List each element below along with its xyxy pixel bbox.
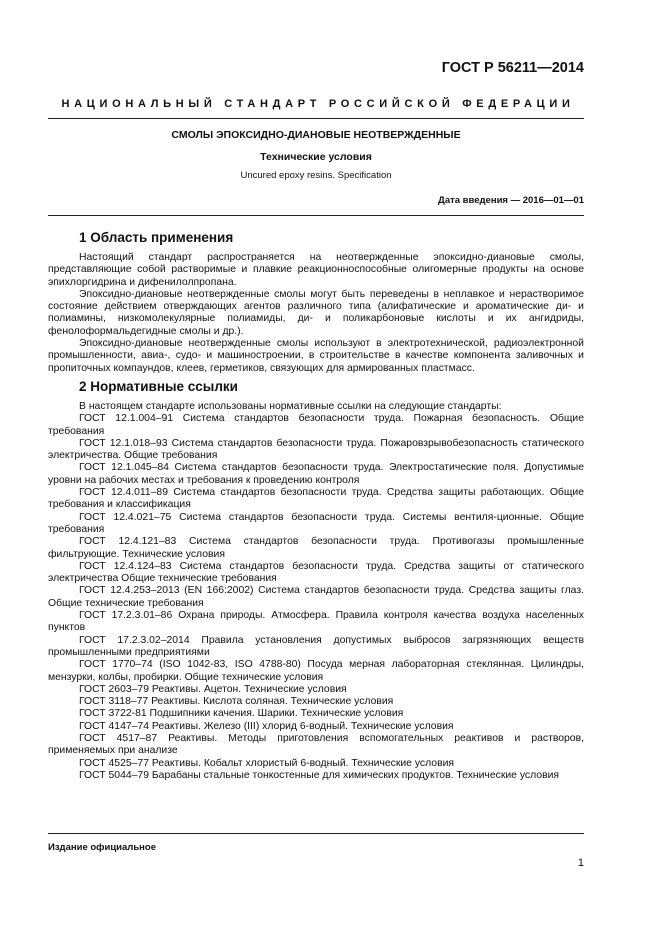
reference-item: ГОСТ 4517–87 Реактивы. Методы приготовления вспомогательных реактивов и растворов, применяемых при анализе: [48, 732, 584, 757]
reference-item: ГОСТ 12.4.124–83 Система стандартов безопасности труда. Средства защиты от статического электричества Общие технические требования: [48, 560, 584, 585]
reference-item: ГОСТ 4147–74 Реактивы. Железо (III) хлорид 6-водный. Технические условия: [79, 720, 454, 732]
document-subtitle: Технические условия: [260, 151, 372, 163]
paragraph: Настоящий стандарт распространяется на неотвержденные эпоксидно-диановые смолы, представляющие собой растворимые и плавкие реакционноспособные олигомерные продукты на основе эпихлоргидрина и дифенилолпропана.: [48, 252, 584, 288]
reference-item: ГОСТ 4525–77 Реактивы. Кобальт хлористый 6-водный. Технические условия: [79, 757, 455, 769]
section-heading-scope: 1 Область применения: [79, 230, 234, 245]
page-number: 1: [577, 857, 584, 869]
reference-item: ГОСТ 12.1.018–93 Система стандартов безопасности труда. Пожаровзрывобезопасность статического электричества. Общие требования: [48, 437, 584, 462]
doc-number: ГОСТ Р 56211—2014: [441, 60, 584, 76]
edition-label: Издание официальное: [48, 842, 156, 853]
reference-item: ГОСТ 1770–74 (ISO 1042-83, ISO 4788-80) Посуда мерная лабораторная стеклянная. Цилиндры, мензурки, колбы, пробирки. Общие технические условия: [48, 659, 584, 683]
english-title: Uncured epoxy resins. Specification: [240, 170, 392, 181]
reference-item: ГОСТ 12.1.045–84 Система стандартов безопасности труда. Электростатические поля. Допустимые уровни на рабочих местах и требования к проведению контроля: [48, 462, 584, 486]
reference-item: ГОСТ 3722-81 Подшипники качения. Шарики. Технические условия: [79, 708, 404, 720]
introduction-date: Дата введения — 2016—01—01: [438, 195, 584, 206]
divider-footer: [48, 833, 584, 834]
paragraph: Эпоксидно-диановые неотвержденные смолы могут быть переведены в неплавкое и нерастворимое состояние действием отверждающих агентов различного типа (алифатические и ароматические ди- и полиамины, низкомолекулярные полиамиды, ди- и поликарбоновые кислоты и их ангидриды, фенолоформальдегидные смолы и др.).: [48, 288, 584, 337]
reference-item: ГОСТ 12.4.021–75 Система стандартов безопасности труда. Системы вентиля-ционные. Общие требования: [48, 511, 584, 535]
reference-item: ГОСТ 17.2.3.01–86 Охрана природы. Атмосфера. Правила контроля качества воздуха населенных пунктов: [48, 610, 584, 634]
reference-item: ГОСТ 12.4.011–89 Система стандартов безопасности труда. Средства защиты работающих. Общие требования и классификация: [48, 487, 584, 511]
section-heading-references: 2 Нормативные ссылки: [79, 378, 238, 394]
reference-item: ГОСТ 12.4.121–83 Система стандартов безопасности труда. Противогазы промышленные фильтрующие. Технические условия: [48, 536, 584, 560]
reference-item: ГОСТ 5044–79 Барабаны стальные тонкостенные для химических продуктов. Технические условия: [79, 769, 560, 781]
document-title: СМОЛЫ ЭПОКСИДНО-ДИАНОВЫЕ НЕОТВЕРЖДЕННЫЕ: [171, 129, 461, 141]
divider-header: [48, 215, 584, 216]
reference-item: ГОСТ 3118–77 Реактивы. Кислота соляная. Технические условия: [79, 696, 394, 708]
reference-item: ГОСТ 12.1.004–91 Система стандартов безопасности труда. Пожарная безопасность. Общие требования: [48, 413, 584, 437]
divider-top: [48, 118, 584, 119]
reference-item: ГОСТ 12.4.253–2013 (EN 166:2002) Система стандартов безопасности труда. Средства защиты глаз. Общие технические требования: [48, 585, 584, 609]
paragraph: В настоящем стандарте использованы нормативные ссылки на следующие стандарты:: [79, 400, 502, 412]
reference-item: ГОСТ 17.2.3.02–2014 Правила установления допустимых выбросов загрязняющих веществ промышленными предприятиями: [48, 634, 584, 658]
reference-item: ГОСТ 2603–79 Реактивы. Ацетон. Технические условия: [79, 683, 347, 695]
paragraph: Эпоксидно-диановые неотвержденные смолы используют в электротехнической, радиоэлектронной промышленности, авиа-, судо- и машиностроении, в строительстве в качестве компонента заливочных и пропиточных компаундов, клеев, герметиков, связующих для армированных пластмасс.: [48, 338, 584, 374]
document-body: [48, 228, 584, 782]
national-standard-banner: НАЦИОНАЛЬНЫЙ СТАНДАРТ РОССИЙСКОЙ ФЕДЕРАЦИИ: [61, 98, 575, 110]
